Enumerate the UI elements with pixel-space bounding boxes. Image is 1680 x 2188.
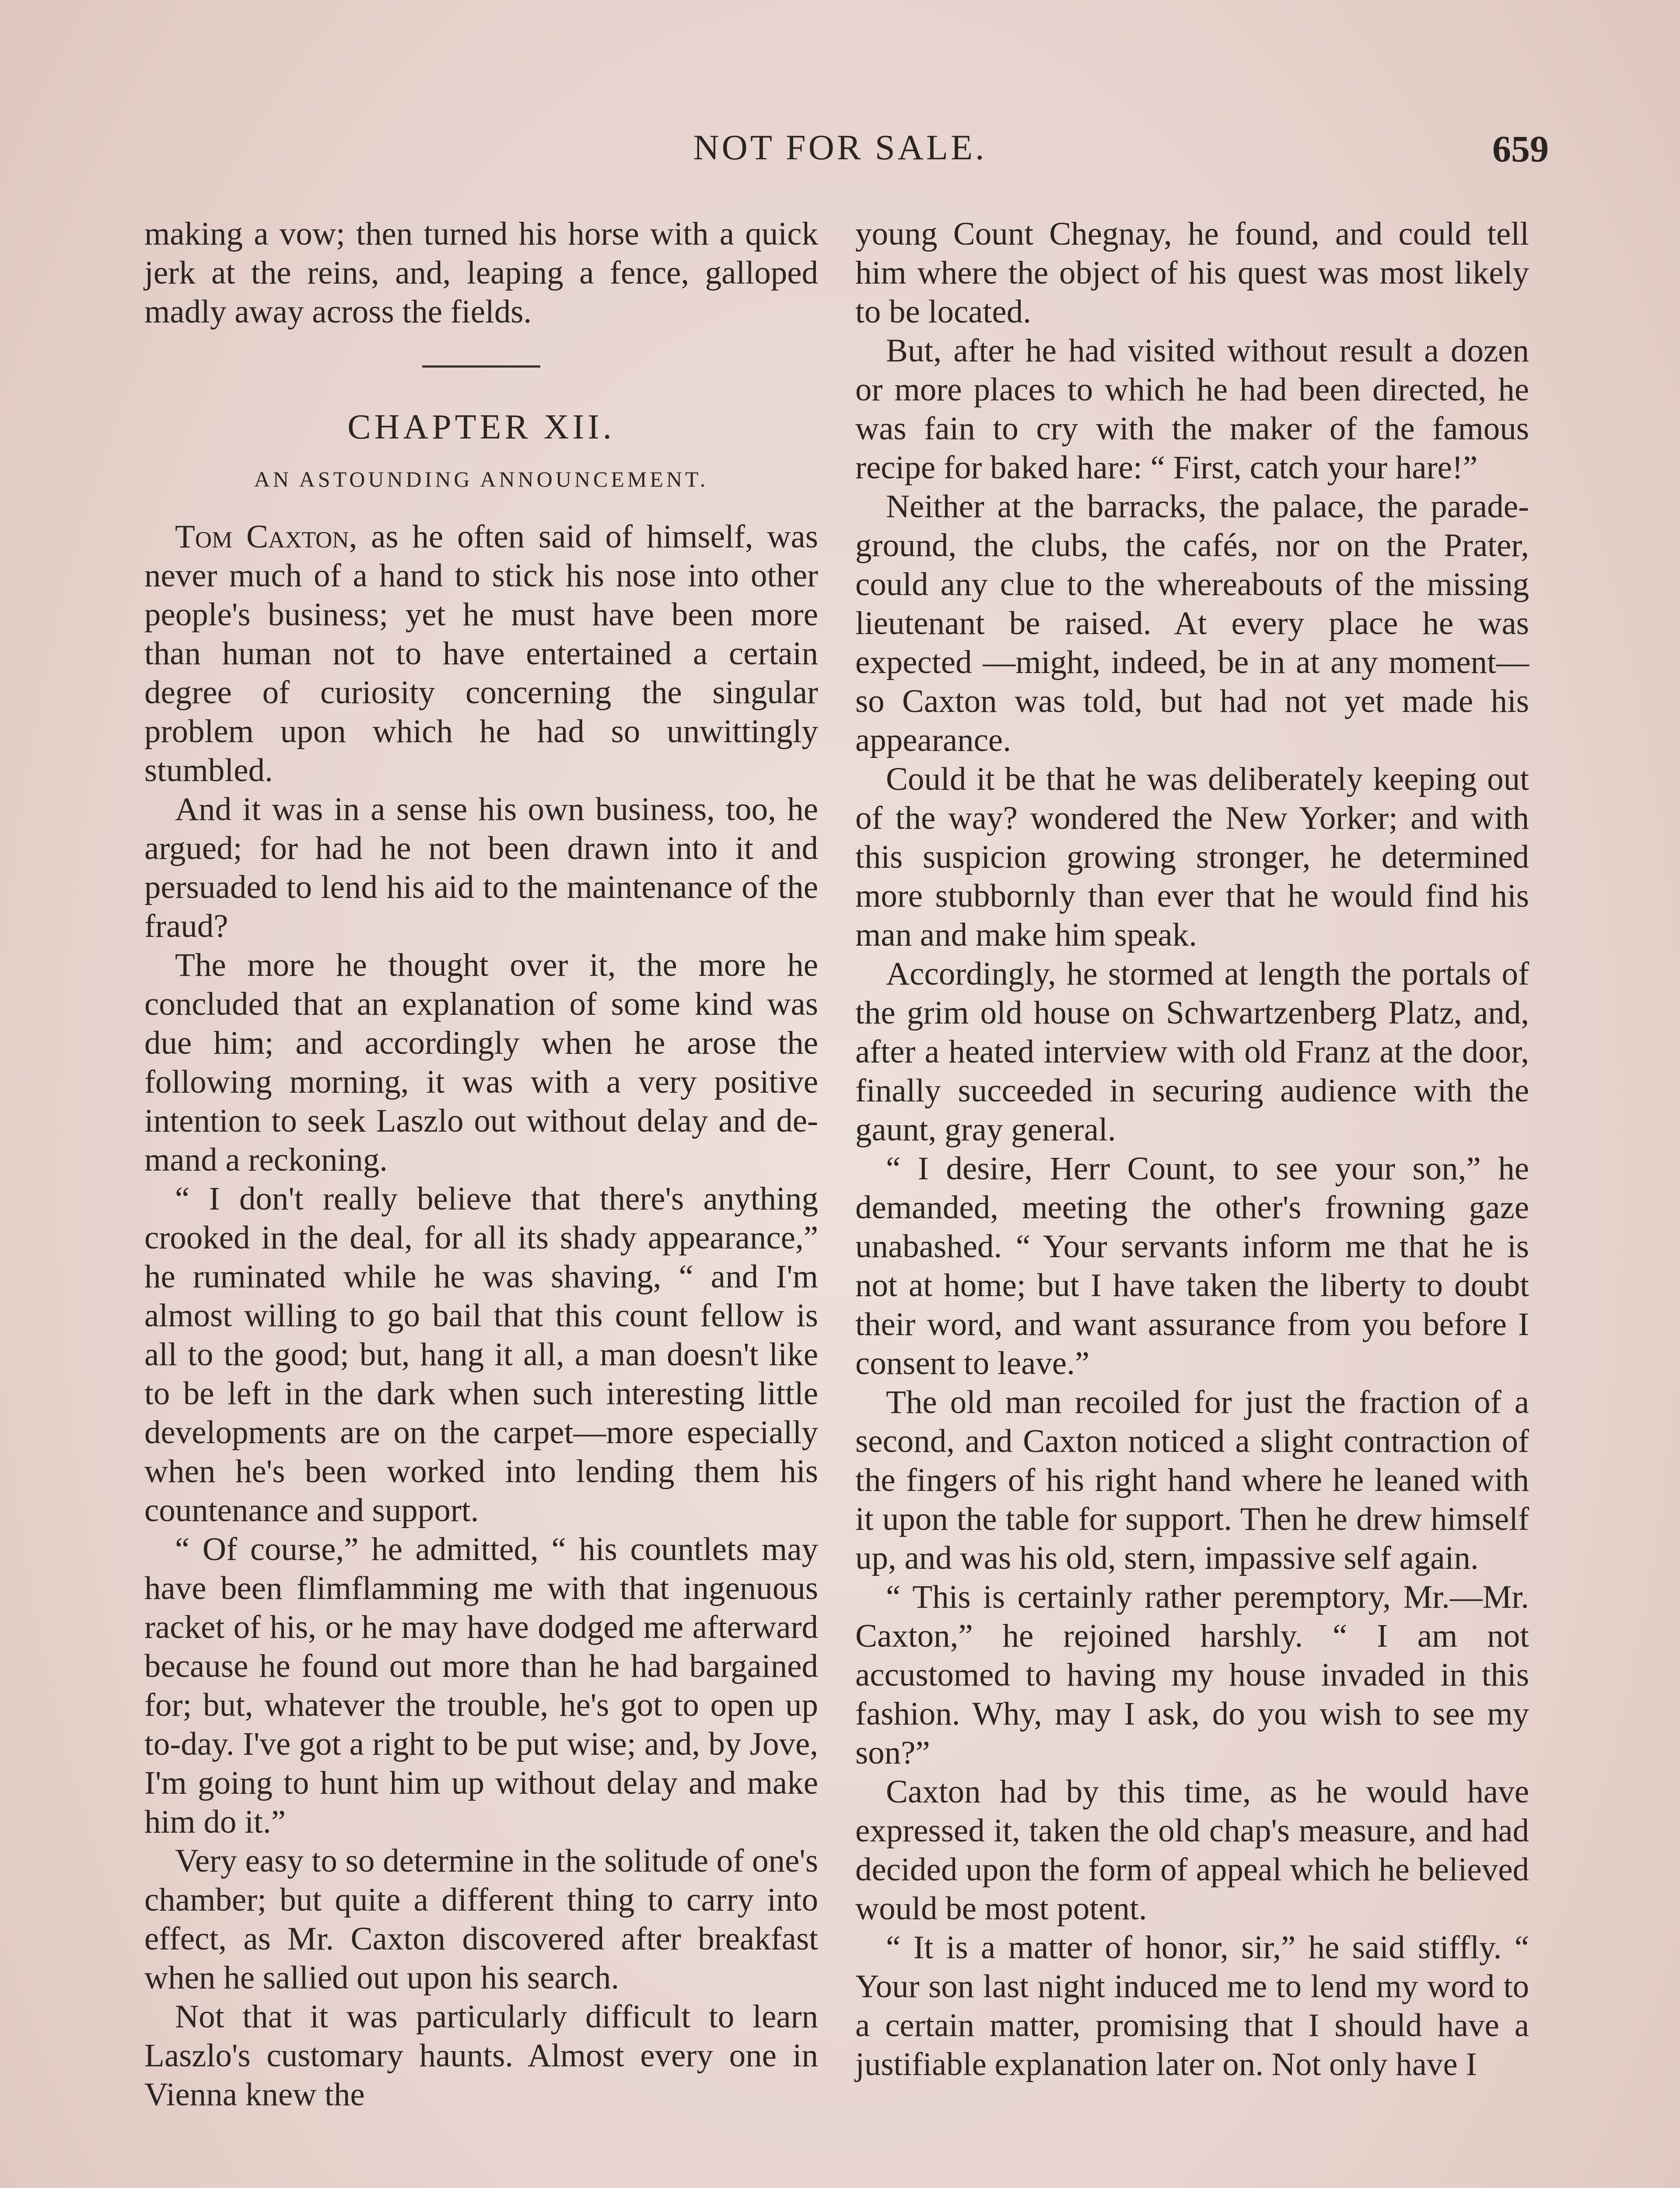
paragraph bbox=[144, 517, 818, 790]
left-column bbox=[144, 214, 818, 2114]
paragraph: Not that it was particularly difficult to learn Laszlo's customary haunts. Almost every one in Vienna knew the bbox=[144, 1999, 818, 2113]
paragraph: “ It is a matter of honor, sir,” he said stiffly. “ Your son last night induced me to lend my word to a certain matter, promising that I should have a justifiable explanation later on. Not only have I bbox=[855, 1929, 1529, 2083]
paragraph: Accordingly, he stormed at length the portals of the grim old house on Schwartzenberg Platz, and, after a heated interview with old Franz at the door, finally succeeded in securing audience with the gaunt, gray general. bbox=[855, 956, 1529, 1148]
running-title: NOT FOR SALE. bbox=[693, 127, 987, 167]
paragraph-text: as he often said of himself, was never much of a hand to stick his nose into other people's business; yet he must have been more than human not to have entertained a certain degree of curiosity concerning the singular problem upon which he had so unwittingly stumbled. bbox=[144, 519, 818, 789]
chapter-title: CHAPTER XII. bbox=[347, 408, 615, 446]
section-divider bbox=[422, 365, 540, 368]
paragraph: “ I desire, Herr Count, to see your son,” he demanded, meeting the other's frowning gaze unabashed. “ Your servants inform me that he is not at home; but I have taken the liberty to doubt their word, and want assurance from you before I consent to leave.” bbox=[855, 1150, 1529, 1382]
paragraph: “ Of course,” he admitted, “ his countlets may have been flimflamming me with that ingenuous racket of his, or he may have dodged me afterward because he found out more than he had bargained for; but, whatever the trouble, he's got to open up to-day. I've got a right to be put wise; and, by Jove, I'm going to hunt him up without delay and make him do it.” bbox=[144, 1531, 818, 1840]
paragraph: “ This is certainly rather peremptory, Mr.—Mr. Caxton,” he rejoined harshly. “ I am not accustomed to having my house invaded in this fashion. Why, may I ask, do you wish to see my son?” bbox=[855, 1579, 1529, 1771]
paragraph: The old man recoiled for just the fraction of a second, and Caxton noticed a slight contraction of the fingers of his right hand where he leaned with it upon the table for support. Then he drew himself up, and was his old, stern, impassive self again. bbox=[855, 1384, 1529, 1576]
page-header bbox=[131, 127, 1549, 179]
paragraph: Caxton had by this time, as he would have expressed it, taken the old chap's measure, and had decided upon the form of appeal which he believed would be most potent. bbox=[855, 1774, 1529, 1927]
paragraph: young Count Chegnay, he found, and could tell him where the object of his quest was most likely to be located. bbox=[855, 216, 1529, 330]
paragraph: But, after he had visited without result a dozen or more places to which he had been directed, he was fain to cry with the maker of the famous recipe for baked hare: “ First, catch your hare!” bbox=[855, 333, 1529, 486]
page-number: 659 bbox=[1492, 128, 1549, 170]
paragraph: “ I don't really believe that there's anything crooked in the deal, for all its shady appearance,” he ruminated while he was shaving, “ and I'm almost willing to go bail that this count fellow is all to the good; but, hang it all, a man doesn't like to be left in the dark when such interesting little developments are on the carpet—more especially when he's been worked into lending them his countenance and support. bbox=[144, 1181, 818, 1529]
chapter-subtitle: AN ASTOUNDING ANNOUNCEMENT. bbox=[254, 467, 709, 491]
right-column bbox=[855, 214, 1529, 2084]
paragraph: making a vow; then turned his horse with a quick jerk at the reins, and, leaping a fence, galloped madly away across the fields. bbox=[144, 216, 818, 330]
paragraph: Very easy to so determine in the solitude of one's chamber; but quite a different thing to carry into effect, as Mr. Caxton discovered after breakfast when he sallied out upon his search. bbox=[144, 1843, 818, 1996]
paragraph: Neither at the barracks, the palace, the parade-ground, the clubs, the cafés, nor on the Prater, could any clue to the whereabouts of the missing lieutenant be raised. At every place he was expected —might, indeed, be in at any moment— so Caxton was told, but had not yet made his appearance. bbox=[855, 488, 1529, 758]
paragraph: Could it be that he was deliberately keeping out of the way? wondered the New Yorker; and with this suspicion growing stronger, he determined more stubbornly than ever that he would find his man and make him speak. bbox=[855, 761, 1529, 953]
paragraph: The more he thought over it, the more he concluded that an explanation of some kind was due him; and accordingly when he arose the following morning, it was with a very positive intention to seek Laszlo out without delay and demand a reckoning. bbox=[144, 947, 818, 1178]
paragraph-lead: Tom Caxton, bbox=[175, 519, 357, 555]
paragraph: And it was in a sense his own business, too, he argued; for had he not been drawn into it and persuaded to lend his aid to the maintenance of the fraud? bbox=[144, 791, 818, 944]
